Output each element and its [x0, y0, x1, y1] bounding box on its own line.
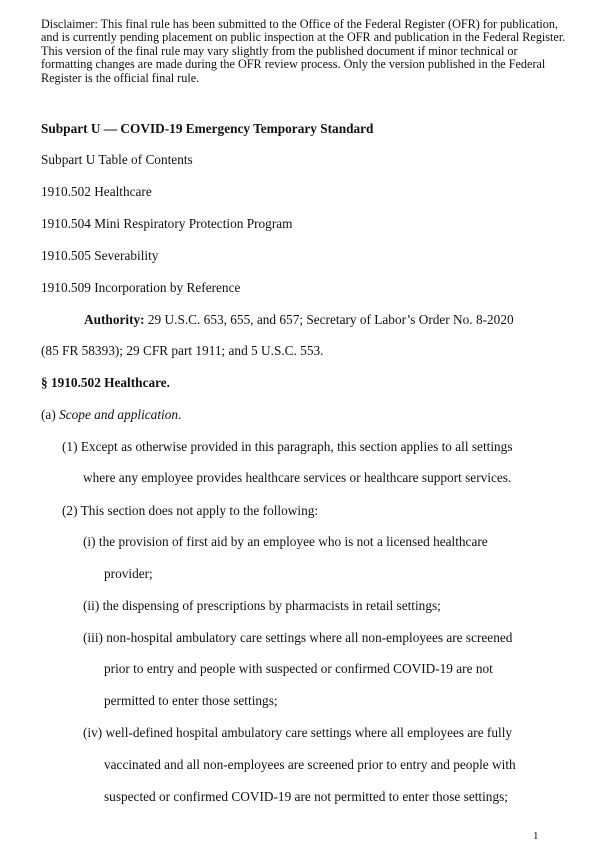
toc-entry: 1910.509 Incorporation by Reference — [41, 280, 241, 295]
item-iv-line-2: vaccinated and all non-employees are screened prior to entry and people with — [104, 757, 516, 772]
item-iii-line-3: permitted to enter those settings; — [104, 693, 278, 708]
para-2-line-1: (2) This section does not apply to the following: — [62, 503, 319, 518]
toc-title: Subpart U Table of Contents — [41, 152, 193, 167]
section-heading: § 1910.502 Healthcare. — [41, 375, 171, 390]
para-1-line-2: where any employee provides healthcare services or healthcare support services. — [83, 470, 512, 485]
disclaimer-text: Disclaimer: This final rule has been submitted to the Office of the Federal Register (OFR) for publication, and is currently pending placement on public inspection at the OFR and publication in the Federal Register. This version of the final rule may vary slightly from the published document if minor technical or formatting changes are made during the OFR review process. Only the version published in the Federal Register is the official final rule. — [41, 17, 566, 85]
authority-line-2: (85 FR 58393); 29 CFR part 1911; and 5 U.S.C. 553. — [41, 343, 324, 358]
item-i-line-2: provider; — [104, 566, 153, 581]
item-iv-line-1: (iv) well-defined hospital ambulatory care settings where all employees are fully — [83, 725, 513, 740]
page-number: 1 — [533, 830, 539, 842]
item-iii-line-2: prior to entry and people with suspected or confirmed COVID-19 are not — [104, 661, 493, 676]
paragraph-a-prefix: (a) — [41, 407, 60, 422]
toc-entry: 1910.504 Mini Respiratory Protection Program — [41, 216, 293, 231]
item-iv-line-3: suspected or confirmed COVID-19 are not permitted to enter those settings; — [104, 789, 508, 804]
paragraph-a-heading — [41, 407, 181, 423]
item-iii-line-1: (iii) non-hospital ambulatory care settings where all non-employees are screened — [83, 630, 513, 645]
subpart-heading: Subpart U — COVID-19 Emergency Temporary Standard — [41, 121, 374, 136]
paragraph-a-period: . — [178, 407, 182, 422]
toc-entry: 1910.502 Healthcare — [41, 184, 152, 199]
authority-line-1 — [84, 312, 514, 328]
authority-label: Authority: — [84, 312, 145, 327]
para-1-line-1: (1) Except as otherwise provided in this paragraph, this section applies to all settings — [62, 439, 513, 454]
item-ii-line-1: (ii) the dispensing of prescriptions by pharmacists in retail settings; — [83, 598, 441, 613]
item-i-line-1: (i) the provision of first aid by an employee who is not a licensed healthcare — [83, 534, 488, 549]
authority-text: 29 U.S.C. 653, 655, and 657; Secretary of Labor’s Order No. 8-2020 — [144, 312, 514, 327]
paragraph-a-title: Scope and application — [59, 407, 179, 422]
toc-entry: 1910.505 Severability — [41, 248, 159, 263]
